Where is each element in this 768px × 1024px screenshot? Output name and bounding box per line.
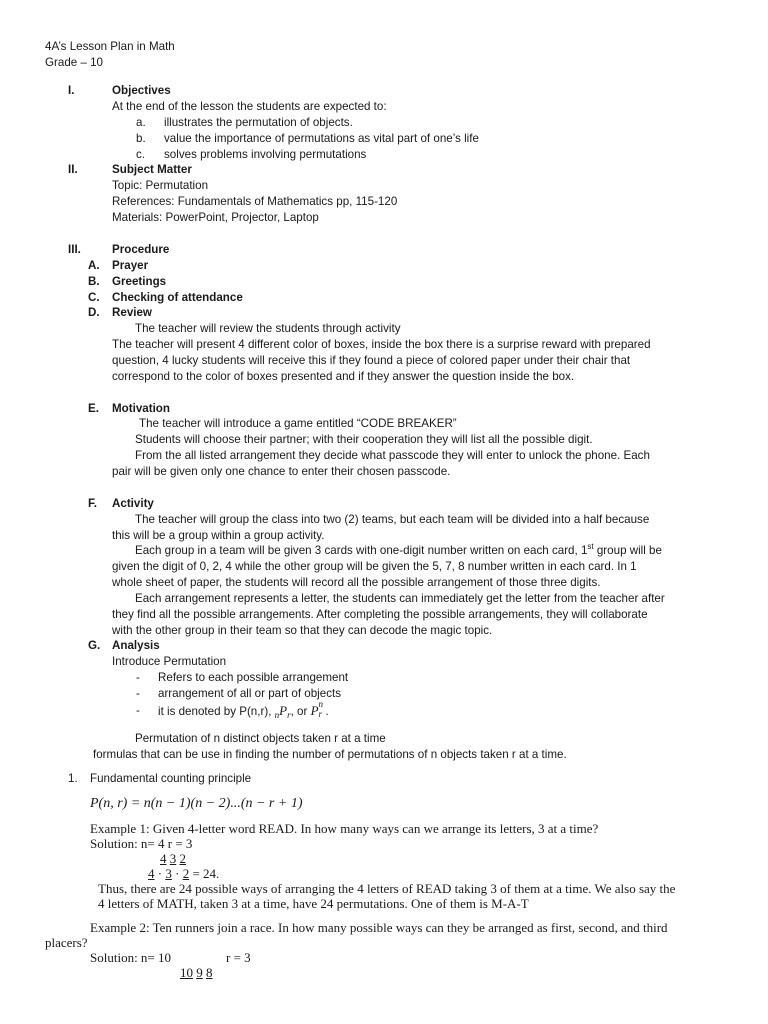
review-text: The teacher will review the students through activity	[135, 322, 401, 335]
pn-superscript: n	[318, 699, 324, 709]
period: .	[325, 705, 329, 718]
example2-question: Example 2: Ten runners join a race. In how many possible ways can they be arranged as first, second, and third	[90, 920, 668, 935]
step-letter: A.	[88, 259, 100, 272]
step-prayer: Prayer	[112, 259, 149, 272]
permutation-formulas-text: formulas that can be use in finding the number of permutations of n objects taken r at a time.	[93, 748, 567, 761]
review-text: question, 4 lucky students will receive this if they found a piece of colored paper under their chair that	[112, 354, 631, 367]
digit: 8	[206, 965, 213, 980]
step-letter: D.	[88, 306, 100, 319]
objective-item: value the importance of permutations as vital part of one’s life	[164, 132, 479, 145]
activity-text: with the other group in their team so that they can decode the magic topic.	[112, 624, 493, 637]
list-letter: a.	[136, 116, 146, 129]
section-heading-procedure: Procedure	[112, 243, 170, 256]
section-number: III.	[68, 243, 81, 256]
objective-item: illustrates the permutation of objects.	[164, 116, 353, 129]
list-letter: c.	[136, 148, 146, 161]
pn-symbol: P	[310, 703, 319, 718]
topic-line: Topic: Permutation	[112, 179, 209, 192]
permutation-definition: Permutation of n distinct objects taken r at a time	[135, 732, 386, 745]
digit: 3	[169, 851, 177, 866]
factor: 2	[182, 866, 190, 881]
example1-question: Example 1: Given 4-letter word READ. In how many ways can we arrange its letters, 3 at a time?	[90, 821, 599, 836]
example1-conclusion: 4 letters of MATH, taken 3 at a time, have 24 permutations. One of them is M-A-T	[98, 896, 529, 911]
grade-label: Grade – 10	[45, 56, 104, 69]
materials-line: Materials: PowerPoint, Projector, Laptop	[112, 211, 319, 224]
step-attendance: Checking of attendance	[112, 291, 243, 304]
list-letter: b.	[136, 132, 146, 145]
section-heading-objectives: Objectives	[112, 84, 171, 97]
example2-question: placers?	[45, 935, 88, 950]
example1-solution: Solution: n= 4 r = 3	[90, 836, 193, 851]
motivation-text: From the all listed arrangement they decide what passcode they will enter to unlock the phone. Each	[135, 449, 650, 462]
section-heading-subject-matter: Subject Matter	[112, 163, 192, 176]
example1-digits	[160, 851, 186, 867]
motivation-text: The teacher will introduce a game entitled “CODE BREAKER”	[139, 417, 457, 430]
step-letter: B.	[88, 275, 100, 288]
review-text: correspond to the color of boxes presented and if they answer the question inside the box.	[112, 370, 575, 383]
activity-text: Each arrangement represents a letter, the students can immediately get the letter from the teacher after	[135, 592, 665, 605]
step-motivation: Motivation	[112, 402, 170, 415]
bullet-dash: -	[136, 687, 140, 700]
analysis-bullet	[158, 699, 329, 723]
analysis-bullet: Refers to each possible arrangement	[158, 671, 349, 684]
or-text: , or	[290, 705, 311, 718]
activity-text: whole sheet of paper, the students will record all the possible arrangement of those three digits.	[112, 576, 601, 589]
example2-digits	[180, 965, 213, 981]
example2-solution-r: r = 3	[226, 950, 251, 965]
step-letter: C.	[88, 291, 100, 304]
activity-text: The teacher will group the class into two (2) teams, but each team will be divided into a half because	[135, 513, 650, 526]
factor: 4	[148, 866, 155, 881]
activity-text: given the digit of 0, 2, 4 while the other group will be given the 5, 7, 8 number written in each card. In 1	[112, 560, 637, 573]
pn-subscript: r	[318, 709, 323, 719]
subsection-number: 1.	[68, 772, 78, 785]
bullet-dash: -	[136, 671, 140, 684]
dot: ·	[154, 866, 166, 881]
digit: 4	[160, 851, 167, 866]
digit: 10	[180, 965, 193, 980]
step-analysis: Analysis	[112, 639, 160, 652]
step-letter: E.	[88, 402, 99, 415]
example1-conclusion: Thus, there are 24 possible ways of arranging the 4 letters of READ taking 3 of them at a time. We also say the	[98, 881, 676, 896]
np-symbol: P	[279, 703, 288, 718]
activity-text-part: Each group in a team will be given 3 cards with one-digit number written on each card, 1	[135, 544, 588, 557]
subsection-title: Fundamental counting principle	[90, 772, 252, 785]
activity-text	[135, 543, 662, 558]
example1-product	[148, 866, 219, 882]
np-subscript: r	[287, 710, 291, 720]
step-letter: F.	[88, 497, 98, 510]
activity-text: they find all the possible arrangements. After completing the possible arrangements, they will collaborate	[112, 608, 648, 621]
bullet-dash: -	[136, 704, 140, 717]
activity-text: this will be a group within a group activity.	[112, 529, 325, 542]
digit: 2	[179, 851, 186, 866]
references-line: References: Fundamentals of Mathematics pp, 115-120	[112, 195, 398, 208]
step-letter: G.	[88, 639, 101, 652]
result: = 24.	[189, 866, 220, 881]
objective-item: solves problems involving permutations	[164, 148, 367, 161]
motivation-text: pair will be given only one chance to enter their chosen passcode.	[112, 465, 451, 478]
step-greetings: Greetings	[112, 275, 167, 288]
motivation-text: Students will choose their partner; with their cooperation they will list all the possible digit.	[135, 433, 593, 446]
example2-solution-n: Solution: n= 10	[90, 950, 172, 965]
factor: 3	[165, 866, 172, 881]
ordinal-suffix: st	[587, 542, 594, 552]
digit: 9	[196, 965, 203, 980]
document-title: 4A’s Lesson Plan in Math	[45, 40, 175, 53]
analysis-bullet: arrangement of all or part of objects	[158, 687, 342, 700]
section-number: II.	[68, 163, 78, 176]
objectives-intro: At the end of the lesson the students are expected to:	[112, 100, 387, 113]
step-activity: Activity	[112, 497, 154, 510]
analysis-intro: Introduce Permutation	[112, 655, 227, 668]
review-text: The teacher will present 4 different color of boxes, inside the box there is a surprise reward with prepared	[112, 338, 651, 351]
permutation-formula: P(n, r) = n(n − 1)(n − 2)...(n − r + 1)	[90, 796, 303, 811]
activity-text-part: group will be	[593, 544, 662, 557]
section-number: I.	[68, 84, 75, 97]
pn-indices	[318, 699, 326, 719]
np-prefix: n	[274, 710, 280, 720]
dot: ·	[171, 866, 183, 881]
step-review: Review	[112, 306, 152, 319]
analysis-bullet-text: it is denoted by P(n,r),	[158, 705, 275, 718]
